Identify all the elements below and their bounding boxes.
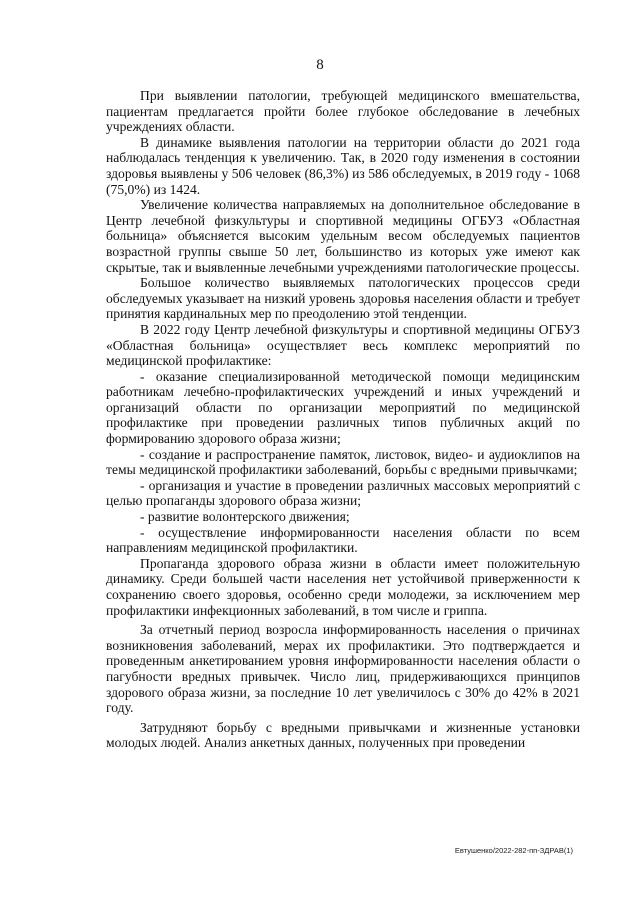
list-item: - организация и участие в проведении различных массовых мероприятий с целью пропаганды здорового образа жизни; [106,477,580,509]
document-code-footer: Евтушенко/2022-282-пп-ЗДРАВ(1) [454,846,573,855]
document-body [106,88,580,751]
paragraph: При выявлении патологии, требующей медицинского вмешательства, пациентам предлагается пройти более глубокое обследование в лечебных учреждениях области. [106,88,580,135]
paragraph: Увеличение количества направляемых на дополнительное обследование в Центр лечебной физкультуры и спортивной медицины ОГБУЗ «Областная больница» объясняется высоким удельным весом обследуемых пациентов возрастной группы свыше 50 лет, большинство из которых уже имеют как скрытые, так и выявленные лечебными учреждениями патологические процессы. [106,197,580,275]
list-item: - создание и распространение памяток, листовок, видео- и аудиоклипов на темы медицинской профилактики заболеваний, борьбы с вредными привычками; [106,446,580,478]
list-item: - развитие волонтерского движения; [140,509,350,525]
paragraph: Пропаганда здорового образа жизни в области имеет положительную динамику. Среди большей части населения нет устойчивой приверженности к сохранению своего здоровья, особенно среди молодежи, за исключением мер профилактики инфекционных заболеваний, в том числе и гриппа. [106,555,580,618]
paragraph: Затрудняют борьбу с вредными привычками и жизненные установки молодых людей. Анализ анкетных данных, полученных при проведении [106,719,580,751]
list-item: - осуществление информированности населения области по всем направлениям медицинской профилактики. [106,524,580,556]
paragraph: Большое количество выявляемых патологических процессов среди обследуемых указывает на низкий уровень здоровья населения области и требует принятия кардинальных мер по преодолению этой тенденции. [106,275,580,322]
paragraph: За отчетный период возросла информированность населения о причинах возникновения заболеваний, мерах их профилактики. Это подтверждается и проведенным анкетированием уровня информированности населения области о пагубности вредных привычек. Число лиц, придерживающихся принципов здорового образа жизни, за последние 10 лет увеличилось с 30% до 42% в 2021 году. [106,622,580,716]
paragraph: В динамике выявления патологии на территории области до 2021 года наблюдалась тенденция к увеличению. Так, в 2020 году изменения в состоянии здоровья выявлены у 506 человек (86,3%) из 586 обследуемых, в 2019 году - 1068 (75,0%) из 1424. [106,134,580,197]
page-number: 8 [316,57,324,73]
list-item: - оказание специализированной методической помощи медицинским работникам лечебно-профилактических учреждений и иных учреждений и организаций области по организации мероприятий по медицинской профилактике при проведении различных типов публичных акций по формированию здорового образа жизни; [106,368,580,447]
paragraph: В 2022 году Центр лечебной физкультуры и спортивной медицины ОГБУЗ «Областная больница» осуществляет весь комплекс мероприятий по медицинской профилактике: [106,321,580,369]
